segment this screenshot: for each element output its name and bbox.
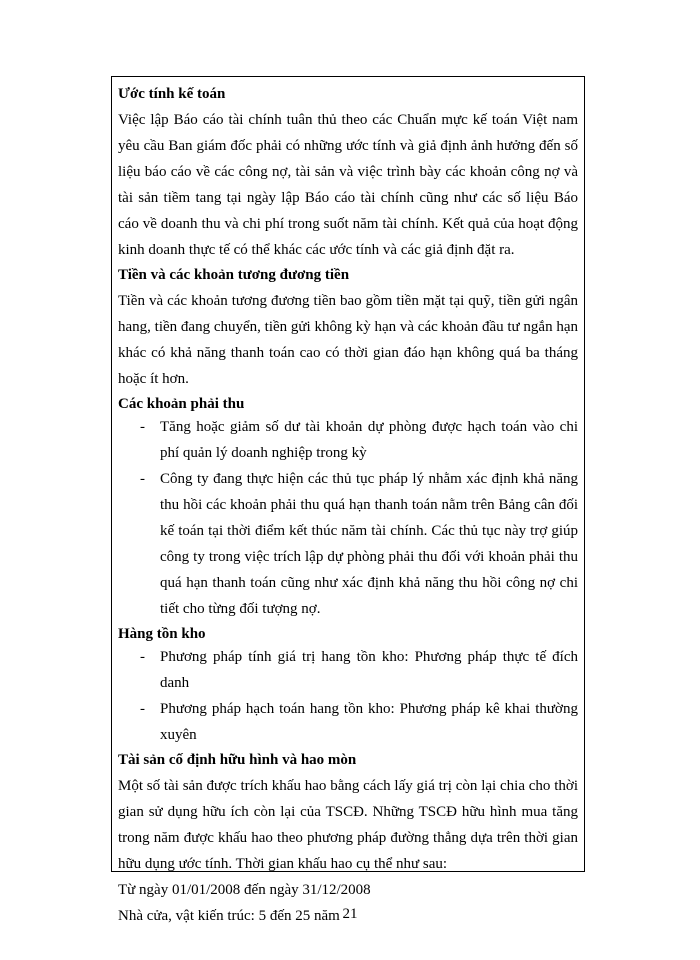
list-item (118, 696, 578, 748)
bullet-list (118, 644, 578, 748)
section-heading: Tài sản cố định hữu hình và hao mòn (118, 752, 357, 768)
list-marker: - (140, 701, 145, 717)
section-heading: Ước tính kế toán (118, 86, 226, 102)
list-item-text: Phương pháp hạch toán hang tồn kho: Phương pháp kê khai thường xuyên (160, 701, 578, 743)
section-receivables (118, 394, 578, 622)
list-marker: - (140, 419, 145, 435)
list-marker: - (140, 649, 145, 665)
list-marker: - (140, 471, 145, 487)
section-heading: Các khoản phải thu (118, 396, 245, 412)
list-item (118, 466, 578, 622)
page-number: 21 (342, 906, 358, 922)
paragraph: Việc lập Báo cáo tài chính tuân thủ theo các Chuẩn mực kế toán Việt nam yêu cầu Ban giám đốc phải có những ước tính và giả định ảnh hưởng đến số liệu báo cáo về các công nợ, tài sản và việc trình bày các khoản công nợ và tài sản tiềm tang tại ngày lập Báo cáo tài chính cũng như các số liệu Báo cáo về doanh thu và chi phí trong suốt năm tài chính. Kết quả của hoạt động kinh doanh thực tế có thể khác các ước tính và các giả định đặt ra. (118, 112, 578, 258)
section-heading: Hàng tồn kho (118, 626, 206, 642)
list-item-text: Tăng hoặc giảm số dư tài khoản dự phòng được hạch toán vào chi phí quản lý doanh nghiệp trong kỳ (160, 419, 578, 461)
section-fixed-assets (118, 750, 578, 929)
section-cash-equivalents (118, 265, 578, 392)
paragraph: Một số tài sản được trích khấu hao bằng cách lấy giá trị còn lại chia cho thời gian sử dụng hữu ích còn lại của TSCĐ. Những TSCĐ hữu hình mua tăng trong năm được khấu hao theo phương pháp đường thẳng dựa trên thời gian hữu dụng ước tính. Thời gian khấu hao cụ thể như sau: (118, 778, 578, 872)
paragraph: Nhà cửa, vật kiến trúc: 5 đến 25 năm (118, 908, 340, 924)
list-item-text: Công ty đang thực hiện các thủ tục pháp lý nhằm xác định khả năng thu hồi các khoản phải thu quá hạn thanh toán nằm trên Bảng cân đối kế toán tại thời điểm kết thúc năm tài chính. Các thủ tục này trợ giúp công ty trong việc trích lập dự phòng phải thu đối với khoản phải thu quá hạn thanh toán cũng như xác định khả năng thu hồi công nợ chi tiết cho từng đối tượng nợ. (160, 471, 578, 617)
list-item-text: Phương pháp tính giá trị hang tồn kho: Phương pháp thực tế đích danh (160, 649, 578, 691)
section-accounting-estimates (118, 84, 578, 263)
section-inventory (118, 624, 578, 748)
section-heading: Tiền và các khoản tương đương tiền (118, 267, 350, 283)
list-item (118, 644, 578, 696)
bullet-list (118, 414, 578, 622)
paragraph: Tiền và các khoản tương đương tiền bao gồm tiền mặt tại quỹ, tiền gửi ngân hang, tiền đang chuyển, tiền gửi không kỳ hạn và các khoản đầu tư ngắn hạn khác có khả năng thanh toán cao có thời gian đáo hạn không quá ba tháng hoặc ít hơn. (118, 293, 578, 387)
paragraph: Từ ngày 01/01/2008 đến ngày 31/12/2008 (118, 882, 371, 898)
list-item (118, 414, 578, 466)
